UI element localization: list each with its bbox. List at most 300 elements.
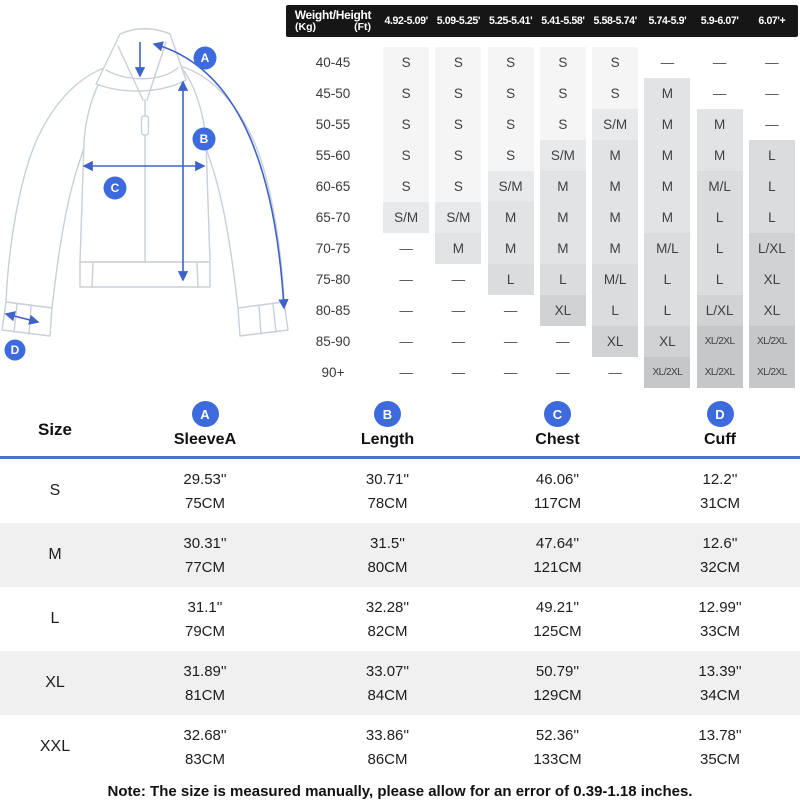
- matrix-cell-6-1: [432, 233, 484, 264]
- size-value: S: [488, 47, 534, 78]
- size-value: L: [697, 233, 743, 264]
- size-value: L/XL: [697, 295, 743, 326]
- inch-value: 31.5'': [370, 534, 405, 552]
- size-value: L: [540, 264, 586, 295]
- size-value: —: [765, 117, 779, 132]
- weight-height-matrix: [286, 5, 798, 388]
- size-value: L/XL: [749, 233, 795, 264]
- badge-b-label: B: [199, 132, 209, 146]
- corner-title: Weight/Height: [294, 8, 372, 23]
- matrix-cell-7-7: [746, 264, 798, 295]
- matrix-cell-1-5: [641, 78, 693, 109]
- size-value: —: [451, 303, 466, 318]
- matrix-cell-3-5: [641, 140, 693, 171]
- matrix-cell-6-4: [589, 233, 641, 264]
- cm-value: 133CM: [533, 750, 582, 768]
- size-value: M: [592, 233, 638, 264]
- badge-a-label: A: [200, 51, 210, 65]
- size-value: —: [503, 303, 518, 318]
- height-col-header-4: 5.58-5.74': [593, 15, 637, 27]
- cm-value: 117CM: [533, 494, 582, 512]
- column-header-chest: [475, 395, 640, 456]
- matrix-cell-0-1: [432, 47, 484, 78]
- weight-label: 40-45: [315, 55, 351, 70]
- measure-badge-d: D: [707, 401, 734, 427]
- cm-value: 32CM: [699, 558, 740, 576]
- matrix-cell-3-0: [380, 140, 432, 171]
- matrix-row-85-90: [286, 326, 798, 357]
- inch-value: 31.89'': [183, 662, 227, 680]
- matrix-cell-5-4: [589, 202, 641, 233]
- matrix-cell-2-2: [485, 109, 537, 140]
- matrix-cell-9-3: [537, 326, 589, 357]
- size-value: S/M: [540, 140, 586, 171]
- measurement-cell: [110, 459, 300, 523]
- matrix-body: [286, 47, 798, 388]
- inch-value: 12.6'': [702, 534, 738, 552]
- matrix-cell-10-5: [641, 357, 693, 388]
- size-value: —: [451, 272, 466, 287]
- matrix-row-50-55: [286, 109, 798, 140]
- inch-value: 12.99'': [698, 598, 742, 616]
- matrix-cell-0-4: [589, 47, 641, 78]
- size-value: M: [644, 109, 690, 140]
- measurement-cell: [475, 587, 640, 651]
- matrix-cell-9-1: [432, 326, 484, 357]
- matrix-row-45-50: [286, 78, 798, 109]
- weight-label: 70-75: [315, 241, 351, 256]
- size-value: —: [765, 86, 779, 101]
- cm-value: 35CM: [699, 750, 740, 768]
- height-col-header-7: 6.07'+: [758, 15, 786, 27]
- corner-unit-ft: (Ft): [354, 20, 371, 33]
- size-value: L: [488, 264, 534, 295]
- matrix-row-65-70: [286, 202, 798, 233]
- matrix-cell-2-4: [589, 109, 641, 140]
- size-value: XL: [592, 326, 638, 357]
- matrix-cell-0-7: [746, 47, 798, 78]
- matrix-cell-0-2: [485, 47, 537, 78]
- matrix-cell-1-3: [537, 78, 589, 109]
- matrix-cell-2-3: [537, 109, 589, 140]
- size-value: S: [435, 171, 481, 202]
- matrix-cell-4-5: [641, 171, 693, 202]
- matrix-cell-9-5: [641, 326, 693, 357]
- matrix-cell-4-4: [589, 171, 641, 202]
- matrix-cell-4-3: [537, 171, 589, 202]
- weight-label: 50-55: [315, 117, 351, 132]
- cm-value: 33CM: [699, 622, 740, 640]
- size-value: L: [644, 295, 690, 326]
- size-table: [0, 395, 800, 779]
- size-value: M: [644, 78, 690, 109]
- inch-value: 29.53'': [183, 470, 227, 488]
- size-value: XL: [749, 264, 795, 295]
- cm-value: 86CM: [367, 750, 408, 768]
- size-label: M: [48, 546, 62, 563]
- matrix-cell-8-5: [641, 295, 693, 326]
- measurement-cell: [475, 459, 640, 523]
- size-value: S: [383, 47, 429, 78]
- matrix-cell-1-0: [380, 78, 432, 109]
- inch-value: 13.39'': [698, 662, 742, 680]
- size-table-body: [0, 459, 800, 779]
- inch-value: 49.21'': [535, 598, 580, 616]
- size-value: —: [712, 55, 727, 70]
- matrix-cell-4-0: [380, 171, 432, 202]
- cm-value: 77CM: [184, 558, 225, 576]
- size-value: —: [399, 303, 413, 318]
- matrix-cell-5-3: [537, 202, 589, 233]
- jacket-collar: [96, 29, 186, 91]
- weight-label: 60-65: [315, 179, 351, 194]
- matrix-cell-10-2: [485, 357, 537, 388]
- inch-value: 46.06'': [535, 470, 580, 488]
- size-value: XL: [540, 295, 586, 326]
- measurement-cell: [110, 651, 300, 715]
- cm-value: 82CM: [367, 622, 408, 640]
- matrix-cell-4-6: [694, 171, 746, 202]
- matrix-cell-8-0: [380, 295, 432, 326]
- matrix-cell-8-3: [537, 295, 589, 326]
- inch-value: 33.07'': [365, 662, 410, 680]
- inch-value: 32.68'': [183, 726, 227, 744]
- matrix-cell-5-6: [694, 202, 746, 233]
- size-value: —: [399, 272, 413, 287]
- size-value: L: [749, 140, 795, 171]
- matrix-cell-7-3: [537, 264, 589, 295]
- cm-value: 83CM: [184, 750, 225, 768]
- height-col-header-2: 5.25-5.41': [488, 15, 533, 27]
- size-value: M: [592, 171, 638, 202]
- measurement-cell: [300, 715, 475, 779]
- measure-label: Cuff: [704, 431, 736, 448]
- measurement-cell: [640, 523, 800, 587]
- cm-value: 34CM: [699, 686, 740, 704]
- matrix-cell-2-0: [380, 109, 432, 140]
- jacket-diagram: [0, 20, 290, 380]
- matrix-cell-7-1: [432, 264, 484, 295]
- cm-value: 81CM: [184, 686, 225, 704]
- weight-label: 65-70: [315, 210, 351, 225]
- cm-value: 31CM: [699, 494, 740, 512]
- corner-units: [286, 22, 380, 33]
- column-header-sleevea: [110, 395, 300, 456]
- measurement-note: Note: The size is measured manually, please allow for an error of 0.39-1.18 inches.: [107, 782, 693, 800]
- matrix-cell-5-2: [485, 202, 537, 233]
- matrix-cell-1-4: [589, 78, 641, 109]
- size-value: XL/2XL: [749, 326, 795, 357]
- matrix-cell-8-1: [432, 295, 484, 326]
- measurement-cell: [300, 587, 475, 651]
- jacket-zipper-pull: [142, 116, 149, 135]
- size-value: XL: [644, 326, 690, 357]
- cm-value: 75CM: [184, 494, 225, 512]
- matrix-cell-6-6: [694, 233, 746, 264]
- matrix-cell-3-2: [485, 140, 537, 171]
- measurement-cell: [300, 523, 475, 587]
- measurement-cell: [640, 715, 800, 779]
- matrix-cell-8-4: [589, 295, 641, 326]
- size-value: XL/2XL: [644, 357, 690, 388]
- size-value: —: [399, 334, 413, 349]
- size-value: —: [399, 241, 413, 256]
- size-value: S: [435, 140, 481, 171]
- size-value: —: [556, 365, 570, 380]
- matrix-cell-6-0: [380, 233, 432, 264]
- matrix-cell-8-6: [694, 295, 746, 326]
- matrix-cell-0-5: [641, 47, 693, 78]
- size-value: S: [383, 171, 429, 202]
- size-value: L: [697, 264, 743, 295]
- cm-value: 80CM: [367, 558, 408, 576]
- size-value: —: [503, 365, 518, 380]
- matrix-cell-9-4: [589, 326, 641, 357]
- size-value: M: [488, 202, 534, 233]
- inch-value: 47.64'': [535, 534, 580, 552]
- cm-value: 125CM: [533, 622, 582, 640]
- cm-value: 129CM: [533, 686, 582, 704]
- size-label: L: [50, 610, 60, 627]
- matrix-cell-5-5: [641, 202, 693, 233]
- inch-value: 31.1'': [187, 598, 223, 616]
- matrix-cell-5-7: [746, 202, 798, 233]
- matrix-cell-4-2: [485, 171, 537, 202]
- size-label: XXL: [39, 738, 71, 755]
- size-value: M: [540, 171, 586, 202]
- matrix-row-75-80: [286, 264, 798, 295]
- size-value: S/M: [383, 202, 429, 233]
- size-value: —: [451, 365, 466, 380]
- size-value: S: [488, 109, 534, 140]
- matrix-cell-3-6: [694, 140, 746, 171]
- inch-value: 32.28'': [365, 598, 410, 616]
- matrix-cell-10-0: [380, 357, 432, 388]
- size-value: L: [749, 202, 795, 233]
- measurement-cell: [300, 651, 475, 715]
- measurement-cell: [640, 651, 800, 715]
- matrix-cell-6-5: [641, 233, 693, 264]
- inch-value: 52.36'': [535, 726, 580, 744]
- matrix-cell-10-7: [746, 357, 798, 388]
- inch-value: 50.79'': [535, 662, 580, 680]
- measure-label: Chest: [535, 431, 580, 448]
- cm-value: 121CM: [533, 558, 582, 576]
- matrix-cell-9-7: [746, 326, 798, 357]
- size-value: —: [712, 86, 727, 101]
- size-row-m: [0, 523, 800, 587]
- matrix-corner-cell: [286, 9, 380, 33]
- height-col-header-0: 4.92-5.09': [384, 15, 428, 27]
- size-header-label: Size: [37, 420, 73, 439]
- size-row-xxl: [0, 715, 800, 779]
- size-value: S: [540, 109, 586, 140]
- measurement-cell: [110, 715, 300, 779]
- matrix-cell-9-2: [485, 326, 537, 357]
- size-value: —: [556, 334, 570, 349]
- size-value: M/L: [697, 171, 743, 202]
- inch-value: 12.2'': [702, 470, 738, 488]
- cm-value: 84CM: [367, 686, 408, 704]
- size-value: —: [765, 55, 779, 70]
- measurement-cell: [640, 587, 800, 651]
- matrix-cell-7-2: [485, 264, 537, 295]
- matrix-cell-10-3: [537, 357, 589, 388]
- matrix-cell-9-0: [380, 326, 432, 357]
- measurement-cell: [110, 587, 300, 651]
- matrix-cell-10-6: [694, 357, 746, 388]
- size-value: XL/2XL: [749, 357, 795, 388]
- inch-value: 33.86'': [365, 726, 410, 744]
- size-value: S: [383, 109, 429, 140]
- size-value: L: [697, 202, 743, 233]
- measurement-cell: [475, 523, 640, 587]
- measure-badge-c: C: [544, 401, 571, 427]
- matrix-cell-8-7: [746, 295, 798, 326]
- measure-label: Length: [360, 431, 415, 448]
- matrix-cell-7-0: [380, 264, 432, 295]
- inch-value: 30.71'': [365, 470, 410, 488]
- matrix-cell-5-0: [380, 202, 432, 233]
- size-value: M: [540, 202, 586, 233]
- matrix-cell-6-7: [746, 233, 798, 264]
- size-value: M: [697, 109, 743, 140]
- matrix-cell-1-2: [485, 78, 537, 109]
- corner-unit-kg: (Kg): [295, 20, 316, 33]
- size-value: S: [540, 78, 586, 109]
- size-value: S: [592, 47, 638, 78]
- size-value: L: [592, 295, 638, 326]
- size-value: M: [644, 171, 690, 202]
- matrix-header-bar: [286, 5, 798, 37]
- matrix-row-55-60: [286, 140, 798, 171]
- size-value: XL: [749, 295, 795, 326]
- cm-value: 78CM: [367, 494, 408, 512]
- matrix-cell-9-6: [694, 326, 746, 357]
- measurement-cell: [110, 523, 300, 587]
- measure-label: SleeveA: [173, 431, 237, 448]
- matrix-cell-10-1: [432, 357, 484, 388]
- measurement-cell: [475, 651, 640, 715]
- inch-value: 30.31'': [183, 534, 227, 552]
- measurement-cell: [640, 459, 800, 523]
- matrix-cell-3-1: [432, 140, 484, 171]
- size-value: M/L: [592, 264, 638, 295]
- size-value: XL/2XL: [697, 357, 743, 388]
- matrix-row-60-65: [286, 171, 798, 202]
- height-col-header-5: 5.74-5.9': [648, 15, 687, 27]
- matrix-cell-6-2: [485, 233, 537, 264]
- size-value: S: [383, 140, 429, 171]
- weight-label: 55-60: [315, 148, 351, 163]
- size-value: L: [749, 171, 795, 202]
- matrix-cell-5-1: [432, 202, 484, 233]
- size-value: L: [644, 264, 690, 295]
- jacket-hem: [80, 262, 210, 287]
- size-row-s: [0, 459, 800, 523]
- matrix-cell-1-1: [432, 78, 484, 109]
- jacket-right-cuff: [238, 302, 288, 336]
- matrix-cell-3-7: [746, 140, 798, 171]
- size-value: S: [488, 140, 534, 171]
- size-value: M: [488, 233, 534, 264]
- size-value: M: [644, 202, 690, 233]
- matrix-row-40-45: [286, 47, 798, 78]
- matrix-cell-0-3: [537, 47, 589, 78]
- inch-value: 13.78'': [698, 726, 742, 744]
- measurement-cell: [475, 715, 640, 779]
- matrix-cell-8-2: [485, 295, 537, 326]
- matrix-cell-4-7: [746, 171, 798, 202]
- size-value: M: [435, 233, 481, 264]
- matrix-cell-7-6: [694, 264, 746, 295]
- matrix-cell-4-1: [432, 171, 484, 202]
- weight-label: 85-90: [315, 334, 351, 349]
- matrix-row-80-85: [286, 295, 798, 326]
- size-value: M: [592, 202, 638, 233]
- matrix-row-70-75: [286, 233, 798, 264]
- matrix-cell-0-0: [380, 47, 432, 78]
- size-value: M: [644, 140, 690, 171]
- size-value: —: [451, 334, 466, 349]
- matrix-cell-3-3: [537, 140, 589, 171]
- matrix-cell-10-4: [589, 357, 641, 388]
- size-value: —: [399, 365, 413, 380]
- matrix-cell-7-4: [589, 264, 641, 295]
- column-header-length: [300, 395, 475, 456]
- size-value: —: [608, 365, 622, 380]
- matrix-cell-2-5: [641, 109, 693, 140]
- size-value: M: [592, 140, 638, 171]
- matrix-cell-2-6: [694, 109, 746, 140]
- size-value: S: [540, 47, 586, 78]
- size-value: S: [592, 78, 638, 109]
- matrix-cell-3-4: [589, 140, 641, 171]
- matrix-cell-6-3: [537, 233, 589, 264]
- measurement-cell: [300, 459, 475, 523]
- column-header-cuff: [640, 395, 800, 456]
- badge-d-label: D: [10, 343, 20, 357]
- size-value: —: [503, 334, 518, 349]
- cm-value: 79CM: [184, 622, 225, 640]
- weight-label: 75-80: [315, 272, 351, 287]
- size-value: S/M: [592, 109, 638, 140]
- size-value: S: [488, 78, 534, 109]
- weight-label: 80-85: [315, 303, 351, 318]
- badge-c-label: C: [110, 181, 120, 195]
- size-value: S: [435, 78, 481, 109]
- height-col-header-3: 5.41-5.58': [541, 15, 585, 27]
- size-label: S: [49, 482, 61, 499]
- measure-badge-b: B: [374, 401, 401, 427]
- size-value: S: [435, 47, 481, 78]
- matrix-cell-2-7: [746, 109, 798, 140]
- matrix-cell-0-6: [694, 47, 746, 78]
- size-value: S: [435, 109, 481, 140]
- size-value: M/L: [644, 233, 690, 264]
- matrix-cell-7-5: [641, 264, 693, 295]
- size-value: —: [660, 55, 675, 70]
- size-value: S: [383, 78, 429, 109]
- matrix-row-90+: [286, 357, 798, 388]
- size-value: XL/2XL: [697, 326, 743, 357]
- size-value: S/M: [435, 202, 481, 233]
- height-col-header-1: 5.09-5.25': [436, 15, 481, 27]
- weight-label: 90+: [321, 365, 345, 380]
- size-label: XL: [45, 674, 65, 691]
- top-section: [0, 0, 800, 395]
- size-value: M: [697, 140, 743, 171]
